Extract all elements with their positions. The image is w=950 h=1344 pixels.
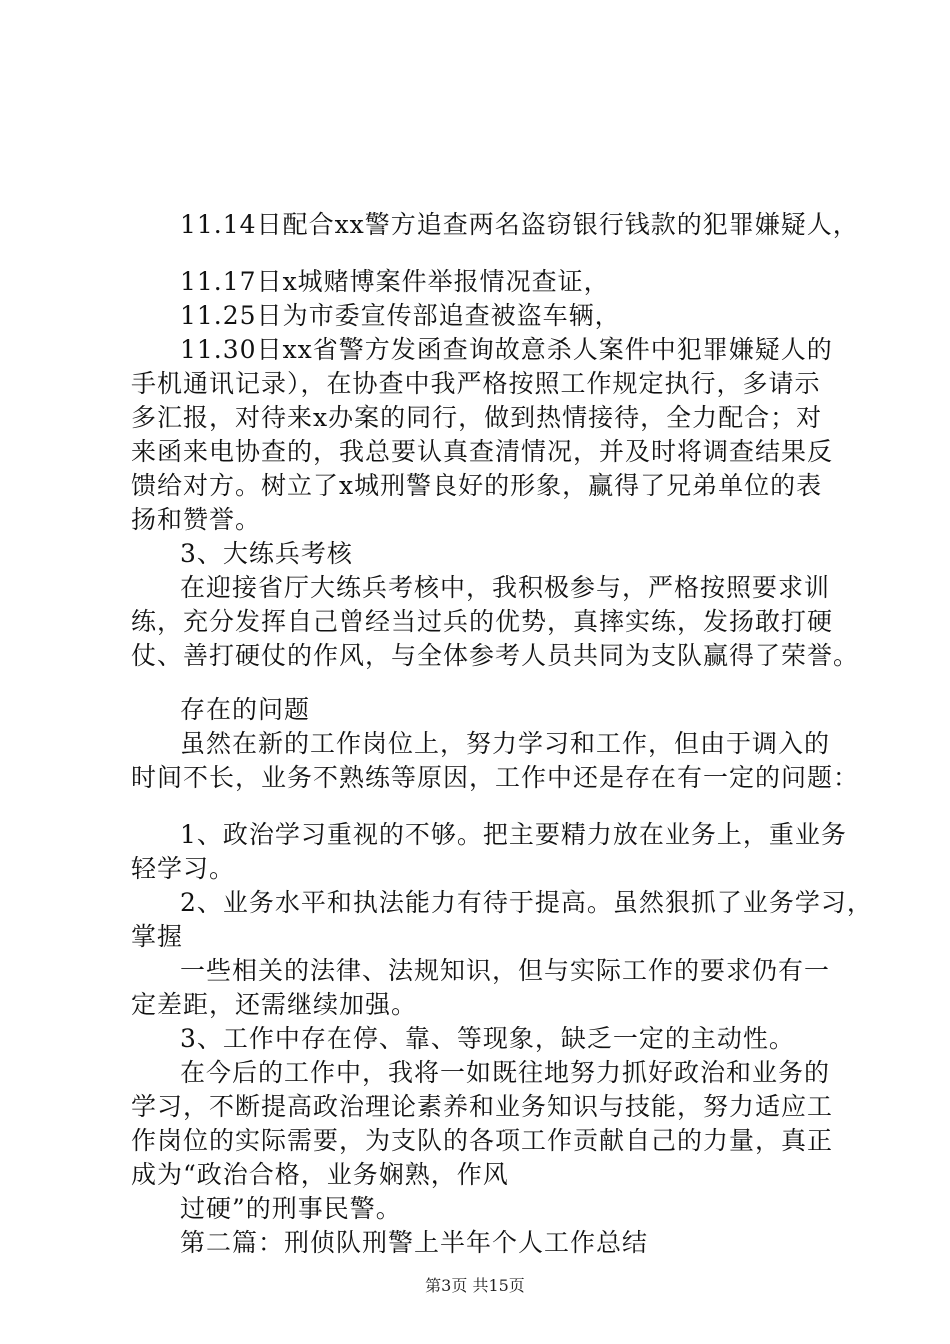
text-line: 11.17日x城赌博案件举报情况查证， <box>180 267 610 296</box>
text-line: 多汇报，对待来x办案的同行，做到热情接待，全力配合；对 <box>131 403 823 432</box>
text-line: 掌握 <box>131 922 184 951</box>
text-line: 过硬”的刑事民警。 <box>180 1194 402 1223</box>
text-line: 11.25日为市委宣传部追查被盗车辆， <box>180 301 621 330</box>
section-heading: 存在的问题 <box>180 695 311 724</box>
text-line: 一些相关的法律、法规知识，但与实际工作的要求仍有一 <box>180 956 831 985</box>
list-item: 2、业务水平和执法能力有待于提高。虽然狠抓了业务学习， <box>180 888 873 917</box>
text-line: 在今后的工作中，我将一如既往地努力抓好政治和业务的 <box>180 1058 831 1087</box>
text-line: 定差距，还需继续加强。 <box>131 990 418 1019</box>
text-line: 轻学习。 <box>131 854 236 883</box>
list-item: 1、政治学习重视的不够。把主要精力放在业务上，重业务 <box>180 820 847 849</box>
text-line: 扬和赞誉。 <box>131 505 262 534</box>
text-line: 11.14日配合xx警方追查两名盗窃银行钱款的犯罪嫌疑人， <box>180 210 859 239</box>
text-line: 练，充分发挥自己曾经当过兵的优势，真摔实练，发扬敢打硬 <box>131 607 834 636</box>
text-line: 虽然在新的工作岗位上，努力学习和工作，但由于调入的 <box>180 729 831 758</box>
text-line: 仗、善打硬仗的作风，与全体参考人员共同为支队赢得了荣誉。 <box>131 641 860 670</box>
text-line: 馈给对方。树立了x城刑警良好的形象，赢得了兄弟单位的表 <box>131 471 823 500</box>
text-line: 时间不长，业务不熟练等原因，工作中还是存在有一定的问题： <box>131 763 860 792</box>
text-line: 学习，不断提高政治理论素养和业务知识与技能，努力适应工 <box>131 1092 834 1121</box>
text-line: 作岗位的实际需要，为支队的各项工作贡献自己的力量，真正 <box>131 1126 834 1155</box>
list-item: 3、工作中存在停、靠、等现象，缺乏一定的主动性。 <box>180 1024 795 1053</box>
text-line: 11.30日xx省警方发函查询故意杀人案件中犯罪嫌疑人的 <box>180 335 833 364</box>
section-heading: 第二篇：刑侦队刑警上半年个人工作总结 <box>180 1228 649 1257</box>
text-line: 手机通讯记录），在协查中我严格按照工作规定执行，多请示 <box>131 369 821 398</box>
text-line: 在迎接省厅大练兵考核中，我积极参与，严格按照要求训 <box>180 573 831 602</box>
text-line: 成为“政治合格，业务娴熟，作风 <box>131 1160 509 1189</box>
section-heading: 3、大练兵考核 <box>180 539 353 568</box>
page-number: 第3页 共15页 <box>425 1276 525 1295</box>
text-line: 来函来电协查的，我总要认真查清情况，并及时将调查结果反 <box>131 437 834 466</box>
